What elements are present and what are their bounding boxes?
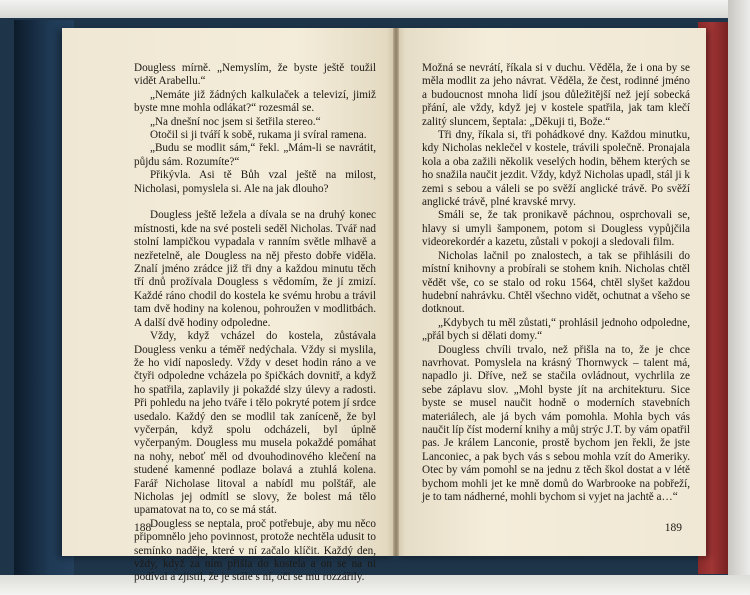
paragraph: Možná se nevrátí, říkala si v duchu. Věděla, že i ona by se měla modlit za jeho návrat. Věděla, že čest, rodinné jméno a budoucnost mnoha lidí jsou důležitější než její sobecká přání, ale vždy, když jej v kostele spatřila, jak tam klečí zalitý sluncem, šeptala: „Děkuji ti, Bože.“ — [422, 62, 690, 128]
paragraph: Dougless ještě ležela a dívala se na druhý konec místnosti, kde na své posteli seděl Nicholas. Tvář nad stolní lampičkou vypadala v ranním světle mlhavě a nezřetelně, ale Dougless na něj přesto dobře viděla. Znalí jméno zrádce již tři dny a každou minutu těch tří dnů prožívala Dougless s vědomím, že jí zmizí. Každé ráno chodil do kostela ke svému hrobu a trávil tam dvě hodiny na kolenou, pohroužen v modlitbách. A další dvě hodiny odpoledne. — [134, 209, 376, 329]
scan-border-right — [728, 0, 750, 595]
paragraph: „Kdybych tu měl zůstati,“ prohlásil jednoho odpoledne, „přál bych si dělati domy.“ — [422, 316, 690, 343]
paragraph: „Na dnešní noc jsem si šetřila stereo.“ — [150, 115, 321, 128]
paragraph: Tři dny, říkala si, tři pohádkové dny. Každou minutku, kdy Nicholas neklečel v kostele, trávili společně. Pronajala kola a oba zažili několik veselých hodin, během kterých se ho snažila naučit jezdit. Vždy, když Nicholas upadl, stál ji k zemi s sebou a váleli se po svěží anglické trávě. Po svěží anglické trávě, plné kravské mrvy. — [422, 129, 690, 209]
paragraph: Dougless chvíli trvalo, než přišla na to, že je chce navrhovat. Pomyslela na krásný Thornwyck – talent má, napadlo ji. Dříve, než se stačila ovládnout, vychrlila ze sebe záplavu slov. „Mohl byste jít na architekturu. Sice byste se musel naučit hodně o moderních stavebních materiálech, ale já bych vám pomohla. Mohla bych vás naučit líp číst moderní knihy a můj strýc J.T. by vám opatřil pas. Je králem Lanconie, prostě bychom jen řekli, že jste Lanconiec, a pak bych vás s sebou mohla vzít do Ameriky. Otec by vám pomohl se na jednu z těch škol dostat a v létě bychom mohli jet ke mně domů do Warbrooke na pobřeží, je to tam nádherné, mohli bychom si vyjet na jachtě a…“ — [422, 343, 690, 503]
left-page-text — [134, 62, 376, 585]
right-page — [396, 28, 706, 556]
book-gutter — [393, 28, 399, 556]
page-number-right: 189 — [664, 522, 682, 534]
left-page — [62, 28, 396, 584]
right-page-text — [422, 62, 690, 504]
paragraph: „Nemáte již žádných kalkulaček a televizí, jimiž byste mne mohla odlákat?“ rozesmál se. — [134, 88, 376, 115]
paragraph: Dougless mírně. „Nemyslím, že byste ještě toužil vidět Arabellu.“ — [134, 62, 376, 88]
paragraph: Vždy, když vcházel do kostela, zůstávala Dougless venku a téměř nedýchala. Vždy si myslila, že ho vidí naposledy. Vždy v deset hodin ráno a ve čtyři odpoledne vcházela po špičkách dovnitř, a když ho spatřila, zaplavily ji pokaždé slzy úlevy a radosti. Při pohledu na jeho tváře i tělo pokryté potem jí srdce usedalo. Každý den se modlil tak zaníceně, že byl vyčerpán, když spolu odcházeli, byl úplně vyčerpaným. Dougless mu musela pokaždé pomáhat na nohy, neboť měl od dvouhodinového klečení na studené kamenné podlaze bolavá a ztuhlá kolena. Farář Nicholase litoval a nabídl mu polštář, ale Nicholas jej odmítl se slovy, že bolest má tělo upamatovat na to, co se má stát. — [134, 330, 376, 517]
paragraph: Dougless se neptala, proč potřebuje, aby mu něco připomnělo jeho povinnost, protože nechtěla udusit to semínko naděje, které v ní začalo klíčit. Každý den, vždy, když za ním přišla do kostela a on se na ni podíval a zjistil, že je stále s ní, oči se mu rozzářily. — [134, 517, 376, 584]
paragraph: Otočil si ji tváří k sobě, rukama ji svíral ramena. — [150, 129, 367, 142]
paragraph: Nicholas lačnil po znalostech, a tak se přihlásili do místní knihovny a probírali se stohem knih. Nicholas chtěl vědět vše, co se stalo od roku 1564, chtěl slyšet každou hudební nahrávku. Chtěl všechno vidět, ochutnat a všeho se dotknout. — [422, 249, 690, 316]
page-number-left: 188 — [134, 522, 152, 534]
paragraph: Smáli se, že tak pronikavě páchnou, osprchovali se, hlavy si umyli šamponem, potom si Dougless vypůjčila videorekordér a kazetu, zůstali v pokoji a sledovali film. — [422, 209, 690, 249]
paragraph: „Budu se modlit sám,“ řekl. „Mám-li se navrátit, půjdu sám. Rozumíte?“ — [134, 142, 376, 168]
scan-border-top — [0, 0, 750, 18]
paragraph: Přikývla. Asi tě Bůh vzal ještě na milost, Nicholasi, pomyslela si. Ale na jak dlouho? — [134, 169, 376, 195]
